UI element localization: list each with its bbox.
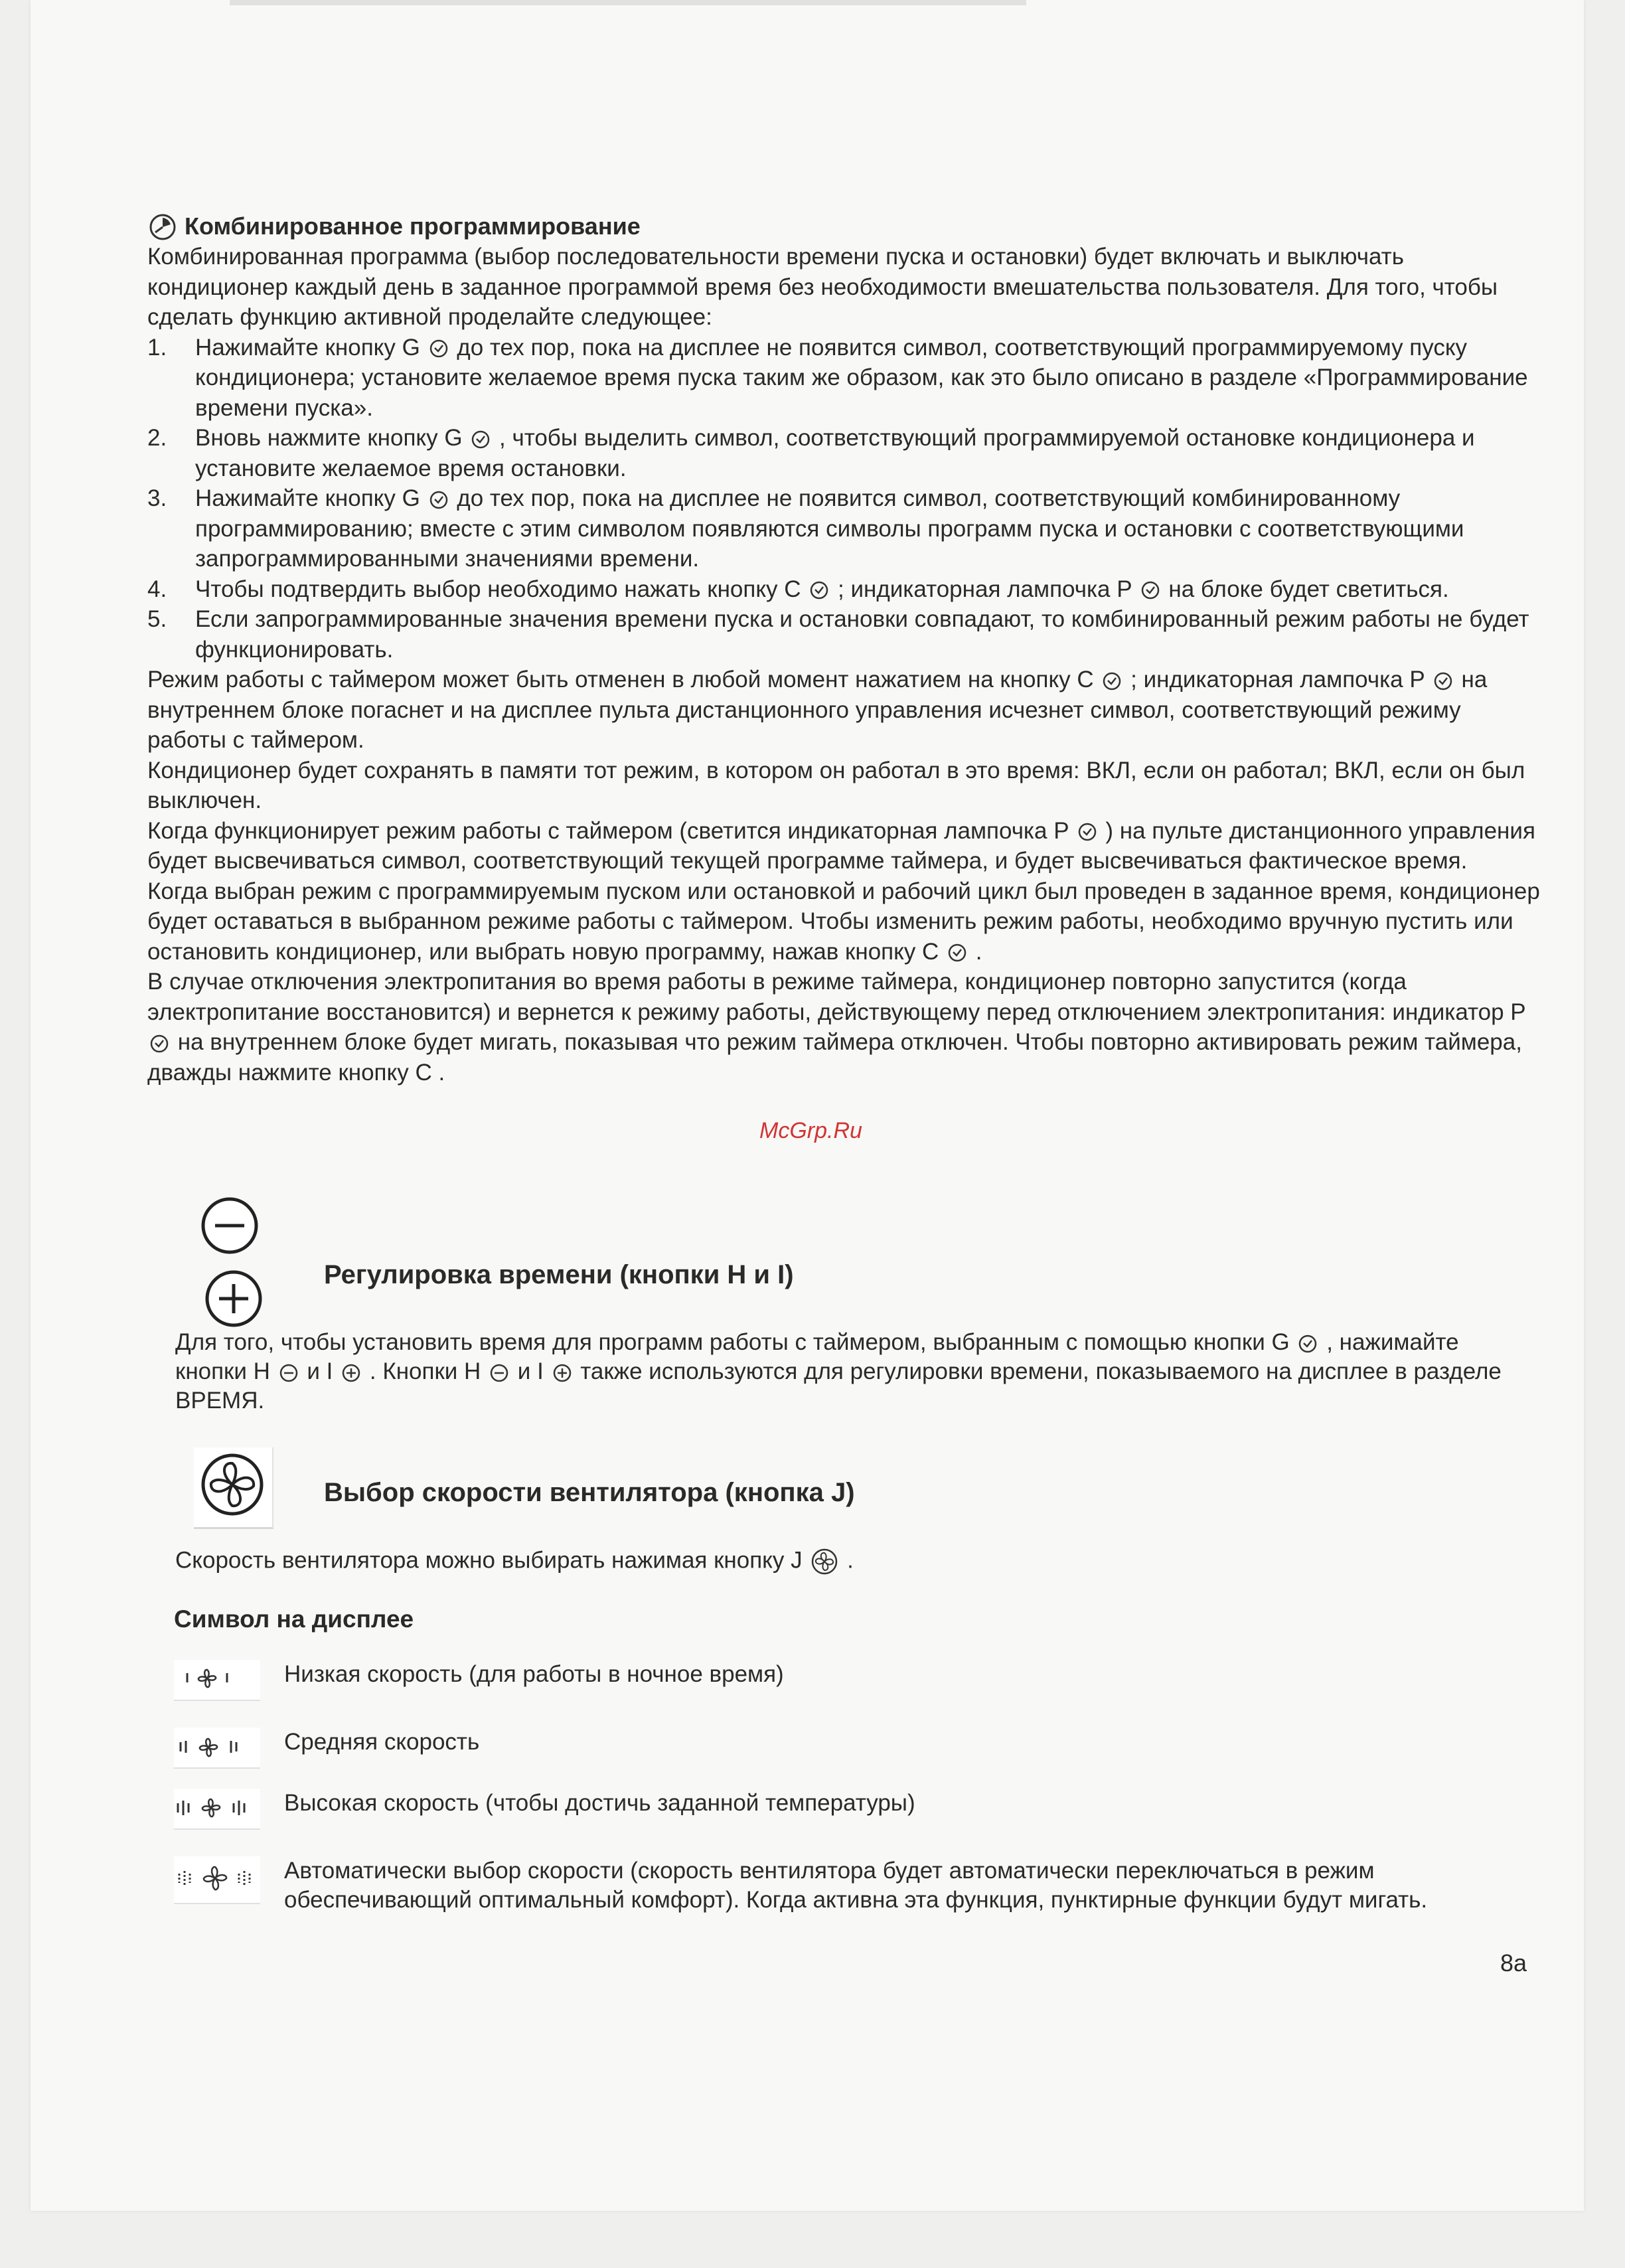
clock-button-icon: [427, 490, 451, 510]
section-title: Выбор скорости вентилятора (кнопка J): [324, 1478, 855, 1507]
plus-button-icon: [550, 1363, 574, 1383]
minus-button-icon: [277, 1363, 301, 1383]
text: ; индикаторная лампочка P: [1130, 667, 1431, 692]
paragraph: [147, 665, 1541, 756]
fan-button-image: [194, 1447, 273, 1529]
section-combined-programming: [147, 211, 1541, 1088]
clock-button-icon: [945, 943, 969, 963]
clock-button-icon: [1296, 1334, 1320, 1354]
clock-button-icon: [1075, 822, 1099, 842]
page-number: 8a: [1500, 1949, 1527, 1977]
symbol-description: Низкая скорость (для работы в ночное время): [284, 1661, 784, 1687]
symbol-description: Высокая скорость (чтобы достичь заданной температуры): [284, 1790, 915, 1816]
step-text: Нажимайте кнопку G: [195, 334, 427, 361]
clock-button-icon: [469, 430, 493, 449]
symbol-description: Автоматически выбор скорости (скорость вентилятора будет автоматически переключаться в режим обеспечивающий оптимальный комфорт). Когда активна эта функция, пунктирные функции будут мигать.: [284, 1858, 1428, 1913]
text: Когда выбран режим с программируемым пуском или остановкой и рабочий цикл был проведен в заданное время, кондиционер будет оставаться в выбранном режиме работы с таймером. Чтобы изменить режим работы, необходимо вручную пустить или остановить кондиционер, или выбрать новую программу, нажав кнопку C: [147, 878, 1540, 965]
step-text: до тех пор, пока на дисплее не появится символ, соответствующий комбинированному программированию; вместе с этим символом появляются символы программ пуска и остановки с соответствующими запрограммированными значениями времени.: [195, 485, 1464, 572]
step-text: на блоке будет светиться.: [1168, 576, 1449, 602]
symbol-description: Средняя скорость: [284, 1729, 480, 1755]
step-number: 1.: [147, 334, 167, 361]
watermark: McGrp.Ru: [759, 1118, 862, 1143]
text: Для того, чтобы установить время для программ работы с таймером, выбранным с помощью кнопки G: [175, 1329, 1290, 1355]
section-title-text: Комбинированное программирование: [185, 212, 641, 240]
text: и I: [517, 1358, 544, 1384]
combined-program-icon: [147, 211, 178, 242]
step-number: 4.: [147, 576, 167, 602]
list-item: [147, 483, 1541, 574]
clock-button-icon: [1431, 671, 1455, 691]
list-item: [147, 423, 1541, 483]
paragraph: [175, 1328, 1529, 1416]
fan-low-icon: [174, 1660, 260, 1701]
step-text: ; индикаторная лампочка P: [838, 576, 1132, 602]
clock-button-icon: [427, 339, 451, 359]
step-number: 2.: [147, 425, 167, 451]
text: на внутреннем блоке будет мигать, показывая что режим таймера отключен. Чтобы повторно активировать режим таймера, дважды нажмите кнопку C .: [147, 1029, 1522, 1086]
fan-auto-icon: [174, 1856, 260, 1904]
paragraph: [175, 1547, 854, 1576]
document-page: [31, 0, 1584, 2211]
section-title: Регулировка времени (кнопки H и I): [324, 1260, 794, 1289]
fan-high-icon: [174, 1789, 260, 1830]
text: В случае отключения электропитания во время работы в режиме таймера, кондиционер повторно запустится (когда электропитание восстановится) и вернется к режиму работы, действующему перед отключением электропитания: индикатор P: [147, 969, 1526, 1025]
text: . Кнопки H: [369, 1358, 481, 1384]
paragraph: [147, 816, 1541, 876]
step-text: Если запрограммированные значения времени пуска и остановки совпадают, то комбинированный режим работы не будет функционировать.: [195, 606, 1529, 663]
text: Скорость вентилятора можно выбирать нажимая кнопку J: [175, 1547, 803, 1574]
text: также используются для регулировки времени, показываемого на дисплее в разделе ВРЕМЯ.: [175, 1358, 1502, 1414]
list-item: [147, 574, 1541, 605]
scan-edge: [230, 0, 1026, 5]
step-text: Нажимайте кнопку G: [195, 485, 427, 511]
clock-button-icon: [147, 1034, 171, 1054]
clock-button-icon: [1138, 580, 1162, 600]
clock-button-icon: [1100, 671, 1124, 691]
list-item: [147, 333, 1541, 424]
fan-medium-icon: [174, 1728, 260, 1769]
text: на внутреннем блоке погаснет и на дисплее пульта дистанционного управления исчезнет символ, соответствующий режиму работы с таймером.: [147, 667, 1488, 753]
step-text: до тех пор, пока на дисплее не появится символ, соответствующий программируемому пуску кондиционера; установите желаемое время пуска таким же образом, как это было описано в разделе «Программирование времени пуска».: [195, 334, 1528, 421]
step-text: , чтобы выделить символ, соответствующий программируемой остановке кондиционера и установите желаемое время остановки.: [195, 425, 1475, 481]
text: и I: [307, 1358, 340, 1384]
text: Режим работы с таймером может быть отменен в любой момент нажатием на кнопку C: [147, 667, 1101, 692]
intro-paragraph: Комбинированная программа (выбор последовательности времени пуска и остановки) будет включать и выключать кондиционер каждый день в заданное программой время без необходимости вмешательства пользователя. Для того, чтобы сделать функцию активной проделайте следующее:: [147, 244, 1498, 330]
step-number: 5.: [147, 606, 167, 632]
minus-button-icon: [487, 1363, 511, 1383]
text: ) на пульте дистанционного управления будет высвечиваться символ, соответствующий текущей программе таймера, и будет высвечиваться фактическое время.: [147, 817, 1535, 874]
paragraph: [147, 876, 1541, 967]
step-text: Вновь нажмите кнопку G: [195, 425, 469, 451]
text: Когда функционирует режим работы с таймером (светится индикаторная лампочка P: [147, 817, 1069, 844]
h-i-buttons-image: [194, 1188, 267, 1335]
symbols-title: Символ на дисплее: [174, 1605, 414, 1633]
fan-button-icon: [809, 1547, 840, 1576]
step-number: 3.: [147, 485, 167, 511]
text: , нажимайте кнопки H: [175, 1329, 1459, 1384]
list-item: [147, 604, 1541, 665]
text: .: [847, 1547, 854, 1574]
paragraph: [147, 967, 1541, 1088]
paragraph: Кондиционер будет сохранять в памяти тот режим, в котором он работал в это время: ВКЛ, если он работал; ВКЛ, если он был выключен.: [147, 757, 1525, 813]
steps-list: [147, 333, 1541, 665]
section-title: [147, 211, 1541, 242]
clock-button-icon: [807, 580, 831, 600]
text: .: [975, 938, 982, 965]
plus-button-icon: [339, 1363, 363, 1383]
step-text: Чтобы подтвердить выбор необходимо нажать кнопку C: [195, 576, 801, 602]
